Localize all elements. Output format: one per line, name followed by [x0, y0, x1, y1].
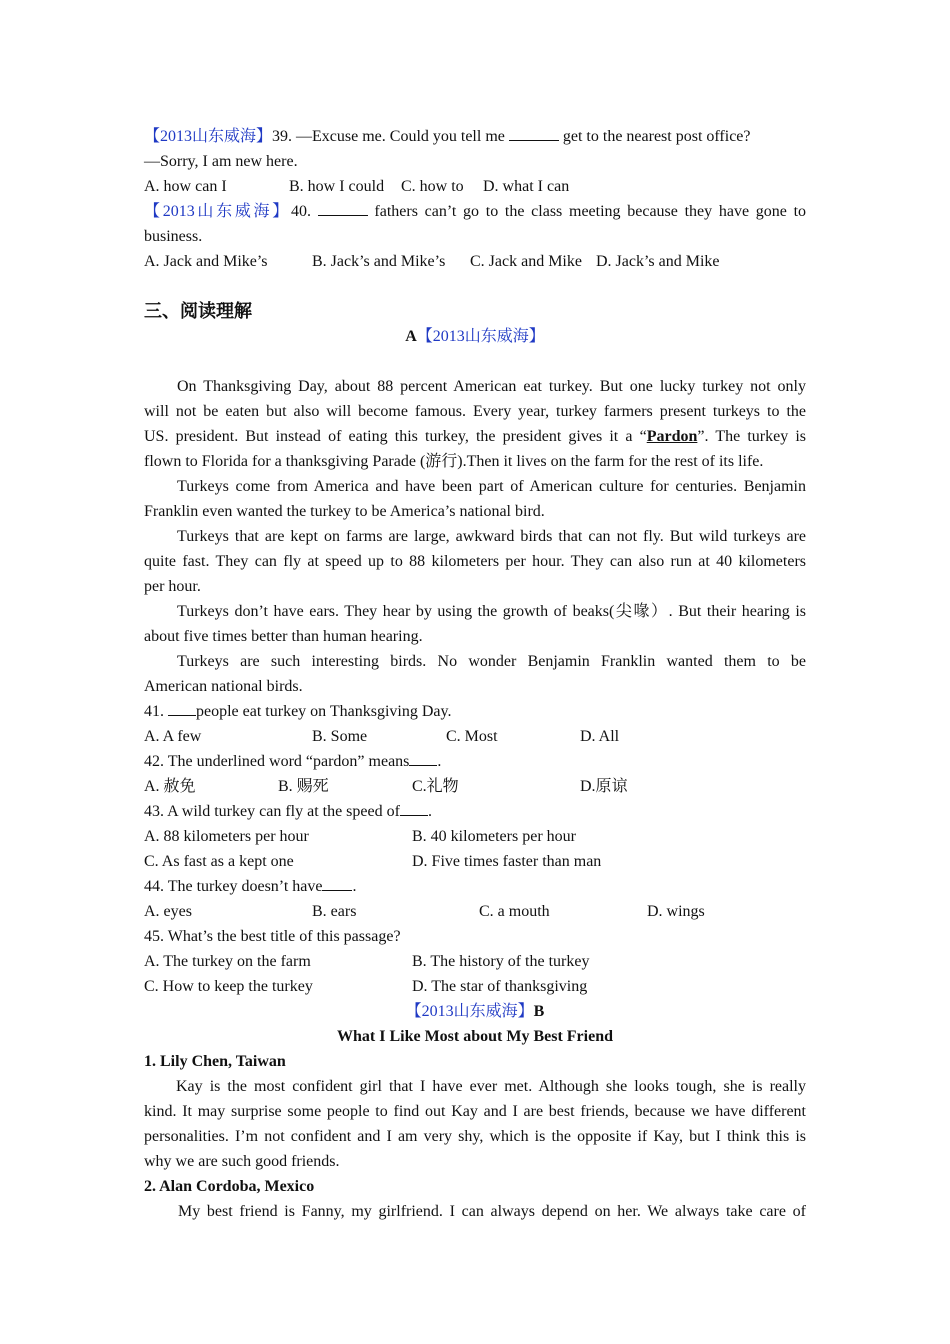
question-39-reply: —Sorry, I am new here. — [144, 153, 298, 170]
answer-blank — [322, 875, 352, 891]
answer-blank — [318, 200, 368, 216]
question-44: 44. The turkey doesn’t have . — [144, 874, 806, 899]
option-a: A. The turkey on the farm — [144, 953, 311, 970]
question-40: 【2013山东威海】40. fathers can’t go to the class meeting because they have gone to — [144, 199, 806, 224]
underlined-word: Pardon — [646, 428, 698, 445]
option-d: D. All — [580, 728, 620, 745]
option-c: C. how to — [401, 178, 464, 195]
option-c: C. As fast as a kept one — [144, 853, 294, 870]
passage-b-heading — [144, 999, 806, 1024]
option-a: A. A few — [144, 728, 202, 745]
option-b: B. 40 kilometers per hour — [412, 828, 576, 845]
option-c: C. Jack and Mike — [470, 253, 582, 270]
document-page — [144, 124, 806, 1224]
option-b: B. Some — [312, 728, 368, 745]
option-c: C. How to keep the turkey — [144, 978, 313, 995]
question-41: 41. people eat turkey on Thanksgiving Day. — [144, 699, 806, 724]
option-b: B. Jack’s and Mike’s — [312, 253, 446, 270]
passage-letter: A — [405, 328, 417, 345]
option-a: A. eyes — [144, 903, 192, 920]
option-d: D.原谅 — [580, 778, 628, 795]
passage-b-title: What I Like Most about My Best Friend — [337, 1028, 613, 1045]
answer-blank — [168, 700, 196, 716]
option-a: A. 赦免 — [144, 778, 196, 795]
source-tag: 【2013山东威海】 — [144, 203, 291, 220]
answer-blank — [400, 800, 428, 816]
passage-b: Kay is the most confident girl that I have ever met. Although she looks tough, she is really kind. It may surprise some people to find out Kay and I are best friends, because we have different personalities. I’m not confident and I am very shy, which is the opposite if Kay, but I think this is why we are such good friends. — [144, 1078, 806, 1170]
passage-a: On Thanksgiving Day, about 88 percent American eat turkey. But one lucky turkey not only will not be eaten but also will become famous. Every year, turkey farmers present turkeys to the US. president. But instead of eating this turkey, the president gives it a “Pardon”. The turkey is flown to Florida for a thanksgiving Parade (游行).Then it lives on the farm for the rest of its life. Turkeys come from America and have been part of American culture for centuries. Benjamin Franklin even wanted the turkey to be America’s national bird. Turkeys that are kept on farms are large, awkward birds that can not fly. But wild turkeys are quite fast. They can fly at speed up to 88 kilometers per hour. They can also run at 40 kilometers per hour. Turkeys don’t have ears. They hear by using the growth of beaks(尖喙）. But their hearing is about five times better than human hearing. Turkeys are such interesting birds. No wonder Benjamin Franklin wanted them to be American national birds. — [144, 378, 807, 695]
question-44-options — [144, 899, 806, 924]
question-43-options-row1 — [144, 824, 806, 849]
option-d: D. Jack’s and Mike — [596, 253, 720, 270]
question-40-cont: business. — [144, 228, 203, 245]
option-d: D. wings — [647, 903, 705, 920]
option-b: B. ears — [312, 903, 357, 920]
passage-b-para-2: My best friend is Fanny, my girlfriend. I can always depend on her. We always take care of — [178, 1203, 806, 1220]
option-d: D. Five times faster than man — [412, 853, 602, 870]
answer-blank — [509, 125, 559, 141]
source-tag: 【2013山东威海】 — [405, 1003, 534, 1020]
question-45-options-row2 — [144, 974, 806, 999]
option-d: D. what I can — [483, 178, 570, 195]
source-tag: 【2013山东威海】 — [416, 328, 545, 345]
option-b: B. how I could — [289, 178, 385, 195]
option-b: B. 赐死 — [278, 778, 329, 795]
section-title: 三、阅读理解 — [144, 301, 252, 321]
option-a: A. 88 kilometers per hour — [144, 828, 309, 845]
passage-letter: B — [533, 1003, 545, 1020]
question-42: 42. The underlined word “pardon” means . — [144, 749, 806, 774]
option-d: D. The star of thanksgiving — [412, 978, 588, 995]
question-39: 【2013山东威海】39. —Excuse me. Could you tell me get to the nearest post office? — [144, 124, 806, 149]
question-42-options — [144, 774, 806, 799]
question-45: 45. What’s the best title of this passage? — [144, 928, 401, 945]
option-a: A. Jack and Mike’s — [144, 253, 268, 270]
question-43: 43. A wild turkey can fly at the speed of . — [144, 799, 806, 824]
passage-b-subheading-1: 1. Lily Chen, Taiwan — [144, 1053, 286, 1070]
option-c: C. Most — [446, 728, 498, 745]
question-43-options-row2 — [144, 849, 806, 874]
passage-b-subheading-2: 2. Alan Cordoba, Mexico — [144, 1178, 315, 1195]
source-tag: 【2013山东威海】 — [144, 128, 273, 145]
option-c: C. a mouth — [479, 903, 550, 920]
option-c: C.礼物 — [412, 778, 459, 795]
question-45-options-row1 — [144, 949, 806, 974]
passage-a-heading — [144, 324, 806, 349]
question-41-options — [144, 724, 806, 749]
option-a: A. how can I — [144, 178, 227, 195]
answer-blank — [409, 750, 437, 766]
option-b: B. The history of the turkey — [412, 953, 590, 970]
question-40-options — [144, 249, 806, 274]
question-39-options — [144, 174, 806, 199]
